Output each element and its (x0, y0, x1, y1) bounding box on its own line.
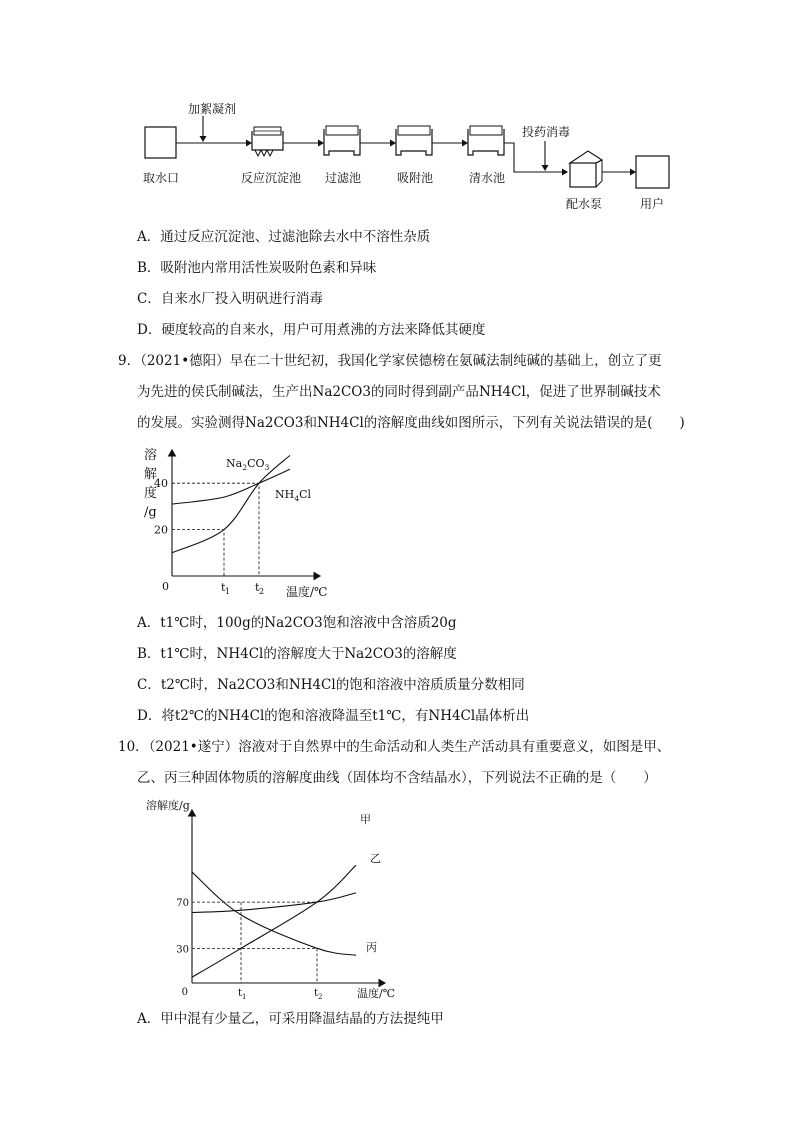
curve-nh4cl (172, 469, 290, 504)
origin-label: 0 (162, 580, 169, 593)
series-label-na2co3: $Na_2CO_3$ (226, 457, 270, 472)
label-clear-water: 清水池 (469, 171, 506, 185)
q9-formula-nh4cl-2: NH4Cl (316, 415, 364, 431)
label-sedimentation: 反应沉淀池 (241, 171, 302, 185)
y-axis-label-char: 解 (144, 467, 158, 482)
q9-option-a: A．t1℃时，100g的Na2CO3饱和溶液中含溶质20g (137, 615, 457, 631)
curve-series-2 (192, 872, 356, 955)
adsorption-tank-icon (396, 126, 432, 155)
q9-option-c: C．t2℃时，Na2CO3和NH4Cl的饱和溶液中溶质质量分数相同 (137, 677, 525, 693)
guide-t2 (172, 483, 259, 576)
x-tick-label-t1: t (238, 988, 243, 999)
label-adsorption: 吸附池 (397, 171, 434, 185)
flow-arrowhead-1 (246, 140, 252, 147)
x-tick-sub-t2: 2 (318, 993, 323, 1001)
x-tick-sub-t1: 1 (225, 587, 231, 596)
q9-stem-text-2c: ，促进了世界制碱技术 (525, 384, 661, 400)
label-pump: 配水泵 (566, 197, 603, 211)
q9-and: 和 (303, 415, 317, 431)
q9-solubility-chart (130, 445, 330, 605)
series-label-1: 乙 (370, 852, 381, 865)
label-disinfect: 投药消毒 (522, 125, 571, 139)
q10-stem-text-1: 溶液对于自然界中的生命活动和人类生产活动具有重要意义，如图是甲、 (238, 739, 671, 755)
q10-source: （2021•遂宁） (148, 739, 239, 755)
flow-arrowhead-6 (630, 169, 636, 176)
q9-option-b: B．t1℃时，NH4Cl的溶解度大于Na2CO3的溶解度 (137, 646, 457, 662)
water-treatment-flow-diagram (0, 0, 794, 220)
series-label-nh4cl: $NH_4Cl$ (275, 488, 312, 503)
q9-stem-text-2b: 的同时得到副产品 (370, 384, 479, 400)
y-tick-label: 20 (154, 523, 168, 537)
label-filter: 过滤池 (325, 171, 362, 185)
label-intake: 取水口 (143, 171, 180, 185)
y-axis-label-char: /g (144, 505, 157, 520)
y-tick-label: 30 (176, 944, 189, 956)
q9-stem-line-2 (137, 383, 661, 401)
q9-formula-na2co3: Na2CO3 (312, 384, 371, 400)
q10-number: 10． (118, 739, 149, 755)
q8-option-a: A．通过反应沉淀池、过滤池除去水中不溶性杂质 (137, 229, 431, 245)
q9-stem-text-3a: 的发展。实验测得 (137, 415, 245, 431)
x-tick-sub-t1: 1 (242, 993, 247, 1001)
q8-option-b: B．吸附池内常用活性炭吸附色素和异味 (137, 260, 377, 276)
q9-source: （2021•德阳） (140, 353, 230, 369)
x-tick-label-t1: t (221, 581, 226, 594)
q9-stem-text-2a: 为先进的侯氏制碱法，生产出 (137, 384, 313, 400)
flow-arrowhead-4 (462, 140, 468, 147)
q8-option-d: D．硬度较高的自来水，用户可用煮沸的方法来降低其硬度 (137, 322, 486, 338)
q10-option-a: A．甲中混有少量乙，可采用降温结晶的方法提纯甲 (137, 1011, 444, 1027)
flow-line-to-pump (504, 143, 562, 172)
intake-box (145, 127, 176, 158)
clear-water-tank-icon (468, 126, 504, 155)
curve-series-0 (192, 865, 356, 977)
q10-solubility-chart (130, 796, 420, 1006)
pump-icon (570, 151, 602, 187)
sedimentation-tank-icon (252, 127, 283, 156)
flow-arrowhead-2 (318, 140, 324, 147)
y-axis-label-char: 度 (144, 486, 158, 501)
x-tick-label-t2: t (314, 988, 319, 999)
origin-label: 0 (181, 987, 188, 998)
q9-formula-na2co3-2: Na2CO3 (245, 415, 304, 431)
q10-stem-line-1 (118, 738, 670, 756)
q9-stem-text-1: 早在二十世纪初，我国化学家侯德榜在氨碱法制纯碱的基础上，创立了更 (229, 353, 662, 369)
q9-stem-line-3 (137, 414, 685, 432)
series-label-0: 甲 (360, 813, 371, 826)
filter-tank-icon (324, 126, 360, 155)
label-coagulant: 加絮凝剂 (188, 102, 237, 116)
series-label-2: 丙 (366, 941, 377, 954)
x-axis-label: 温度/℃ (286, 585, 328, 599)
disinfect-arrowhead (542, 165, 549, 171)
y-axis-label: 溶解度/g (146, 799, 190, 812)
y-tick-label: 40 (154, 477, 168, 491)
y-tick-label: 70 (176, 898, 189, 910)
x-tick-sub-t2: 2 (259, 587, 265, 596)
q9-stem-line-1 (118, 352, 662, 370)
y-axis-label-char: 溶 (144, 448, 158, 463)
x-tick-label-t2: t (255, 581, 260, 594)
coagulant-arrowhead (200, 136, 207, 142)
q8-option-c: C．自来水厂投入明矾进行消毒 (137, 291, 323, 307)
label-user: 用户 (640, 197, 665, 211)
q9-stem-text-3b: 的溶解度曲线如图所示，下列有关说法错误的是( ) (363, 415, 685, 431)
q9-formula-nh4cl: NH4Cl (478, 384, 526, 400)
q10-stem-line-2: 乙、丙三种固体物质的溶解度曲线（固体均不含结晶水），下列说法不正确的是（ ） (137, 770, 657, 786)
flow-arrowhead-3 (390, 140, 396, 147)
q9-number: 9． (118, 353, 141, 369)
flow-arrowhead-5 (562, 169, 568, 176)
curve-na2co3 (172, 455, 290, 552)
user-box (636, 156, 669, 188)
q9-option-d: D．将t2℃的NH4Cl的饱和溶液降温至t1℃，有NH4Cl晶体析出 (137, 708, 530, 724)
x-axis-label: 温度/℃ (357, 987, 396, 1000)
guide-t1 (172, 530, 224, 576)
